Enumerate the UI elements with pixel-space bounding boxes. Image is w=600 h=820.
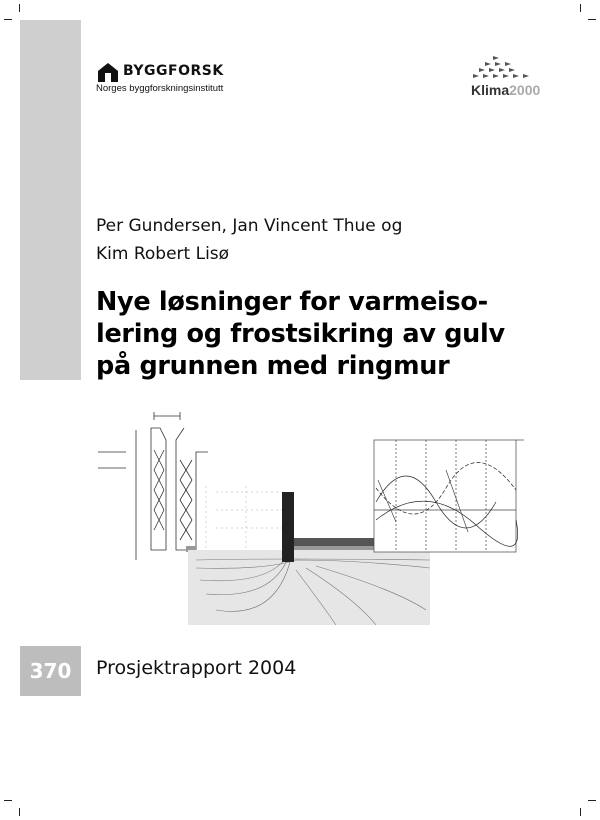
publisher-logo <box>96 62 224 94</box>
program-wordmark <box>471 82 540 98</box>
report-number: 370 <box>20 646 81 696</box>
house-logo-icon <box>96 62 120 82</box>
publisher-subtitle: Norges byggforskningsinstitutt <box>96 83 224 94</box>
crop-mark <box>588 19 596 20</box>
crop-mark <box>4 19 12 20</box>
program-logo <box>463 50 541 100</box>
program-name: Klima <box>471 82 510 98</box>
authors-line-1: Per Gundersen, Jan Vincent Thue og <box>96 216 403 236</box>
title-line-1: Nye løsninger for varmeiso- <box>96 287 488 317</box>
authors-line-2: Kim Robert Lisø <box>96 244 230 264</box>
title-line-2: lering og frostsikring av gulv <box>96 319 505 349</box>
temperature-curve-drawing <box>374 440 524 552</box>
authors <box>96 212 496 268</box>
crop-mark <box>19 808 20 816</box>
crop-mark <box>580 4 581 12</box>
crop-mark <box>19 4 20 12</box>
crop-mark <box>588 800 596 801</box>
report-series: Prosjektrapport 2004 <box>96 657 297 679</box>
crop-mark <box>580 808 581 816</box>
publisher-name: BYGGFORSK <box>123 63 224 79</box>
arrow-grid-icon <box>463 50 535 84</box>
technical-drawing-collage <box>96 410 526 625</box>
side-band <box>20 20 81 380</box>
report-title <box>96 286 566 382</box>
program-year: 2000 <box>509 82 541 98</box>
title-line-3: på grunnen med ringmur <box>96 351 450 381</box>
foundation-detail-drawing <box>98 412 208 560</box>
crop-mark <box>4 800 12 801</box>
